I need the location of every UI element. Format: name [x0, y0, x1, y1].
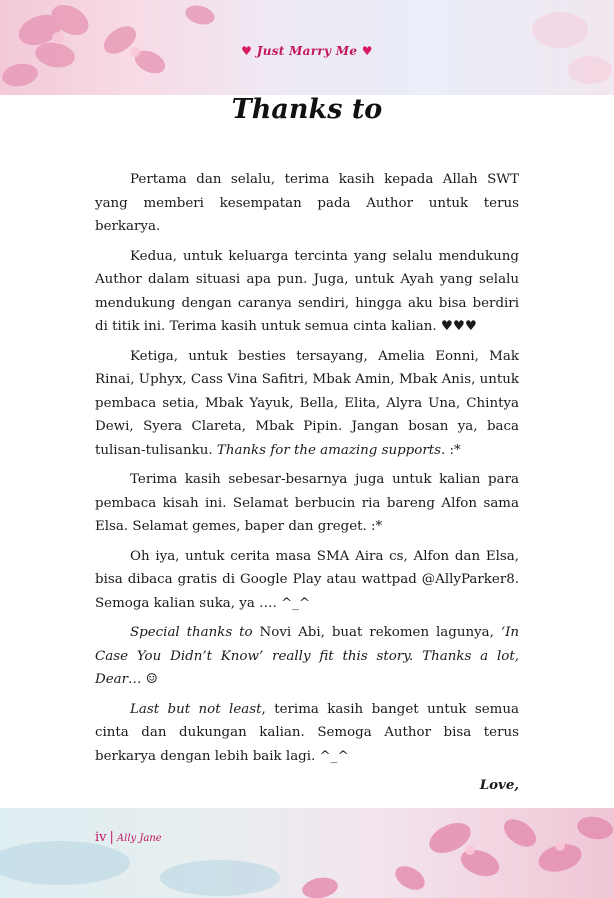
paragraph — [95, 698, 519, 769]
paragraph-text: Terima kasih sebesar-besarnya juga untuk kalian para pembaca kisah ini. Selamat berbucin ria bareng Alfon sama Elsa. Selamat gemes, baper dan greget. :* — [95, 472, 519, 534]
signoff-love: Love, — [479, 777, 519, 793]
page-number: iv — [95, 830, 107, 845]
paragraph-text: Ketiga, untuk besties tersayang, Amelia Eonni, Mak Rinai, Uphyx, Cass Vina Safitri, Mbak Amin, Mbak Anis, untuk pembaca setia, Mbak Yayuk, Bella, Elita, Alyra Una, Chintya Dewi, Syera Clareta, Mbak Pipin. Jangan bosan ya, baca tulisan-tulisanku. — [95, 348, 519, 458]
paragraph-text: Kedua, untuk keluarga tercinta yang selalu mendukung Author dalam situasi apa pun. Juga, untuk Ayah yang selalu mendukung dengan caranya sendiri, hingga aku bisa berdiri di titik ini. Terima kasih untuk semua cinta kalian. ♥♥♥ — [95, 248, 519, 334]
footer-band — [0, 808, 614, 898]
paragraph — [95, 621, 519, 692]
paragraph-text: Oh iya, untuk cerita masa SMA Aira cs, Alfon dan Elsa, bisa dibaca gratis di Google Play atau wattpad @AllyParker8. Semoga kalian suka, ya …. ^_^ — [95, 548, 519, 611]
paragraph-text: , terima kasih banget untuk semua cinta dan dukungan kalian. Semoga Author bisa terus berkarya dengan lebih baik lagi. ^_^ — [95, 701, 519, 764]
paragraph — [95, 468, 519, 539]
flower-decoration-icon — [0, 808, 614, 898]
paragraph-text: ☺ — [141, 672, 158, 687]
paragraph-text: :* — [445, 442, 461, 458]
page-footer — [95, 830, 162, 845]
paragraph — [95, 168, 519, 239]
book-title: Just Marry Me — [256, 44, 358, 58]
paragraph — [95, 345, 519, 463]
heart-icon: ♥ — [361, 44, 373, 58]
paragraph-text: Novi Abi, buat rekomen lagunya, — [252, 625, 501, 640]
paragraph — [95, 545, 519, 616]
paragraph-italic: ‘In Case You Didn’t Know’ really fit this story. Thanks a lot, Dear… — [95, 625, 519, 687]
paragraph-italic: Thanks for the amazing supports. — [216, 442, 446, 458]
running-header — [0, 44, 614, 58]
paragraph — [95, 245, 519, 339]
paragraph-text: Pertama dan selalu, terima kasih kepada Allah SWT yang memberi kesempatan pada Author untuk terus berkarya. — [95, 172, 519, 234]
paragraph-italic: Special thanks to — [130, 625, 253, 640]
paragraph-italic: Last but not least — [130, 701, 262, 717]
content-body — [95, 168, 519, 827]
footer-separator: | — [109, 830, 114, 845]
page-title: Thanks to — [231, 94, 383, 125]
heart-icon: ♥ — [241, 44, 253, 58]
footer-author: Ally Jane — [116, 833, 162, 844]
header-band — [0, 0, 614, 95]
